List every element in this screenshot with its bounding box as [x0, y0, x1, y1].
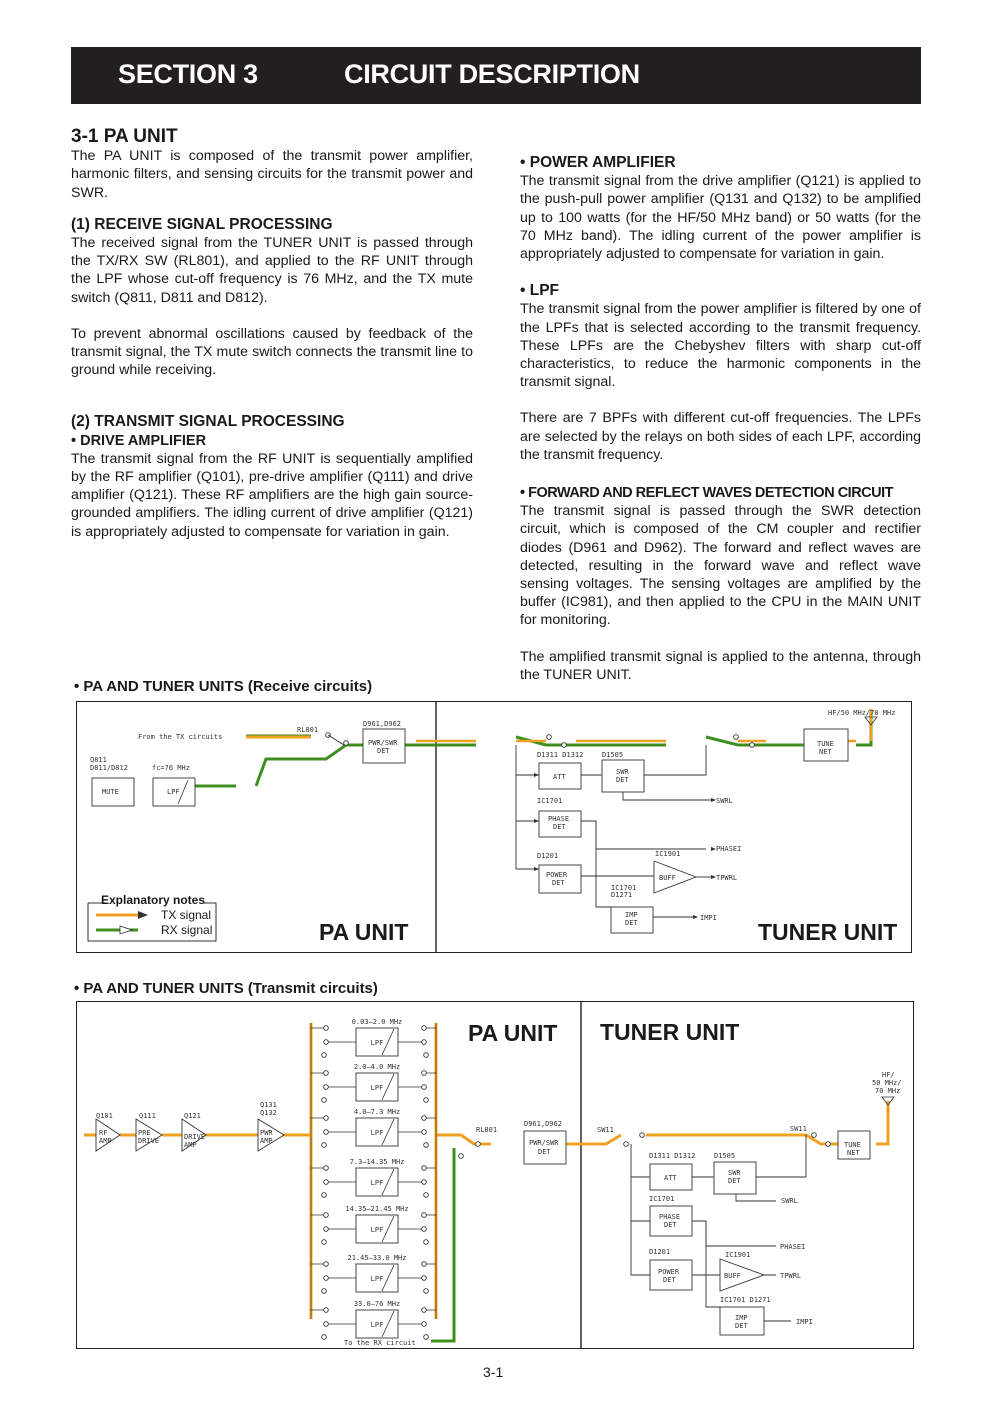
drive-amp-heading: • DRIVE AMPLIFIER [71, 432, 207, 449]
q132-label: Q132 [260, 1109, 277, 1117]
rf-label-2: AMP [99, 1137, 112, 1145]
tx-ant-label-1: HF/ [882, 1071, 895, 1079]
tx-d961-label: D961,D962 [524, 1120, 562, 1128]
phase-label-2: DET [553, 823, 566, 831]
pa-unit-intro: The PA UNIT is composed of the transmit power amplifier, harmonic filters, and sensing circuits for the transmit power and SWR. [71, 148, 473, 201]
tx-pa-unit-label: PA UNIT [468, 1020, 558, 1046]
sw11b-label: SW11 [790, 1125, 807, 1133]
tuner-unit-label: TUNER UNIT [758, 919, 898, 945]
lpf-filter-label: LPF [370, 1084, 384, 1092]
tx-ant-label-3: 70 MHz [875, 1087, 901, 1095]
page-number: 3-1 [483, 1364, 504, 1380]
pa-unit-heading: 3-1 PA UNIT [71, 126, 178, 147]
mute-label: MUTE [102, 788, 119, 796]
tx-phasei-label: PHASEI [780, 1243, 806, 1251]
fwd-reflect-paragraph-2: The amplified transmit signal is applied to the antenna, through the TUNER UNIT. [520, 648, 921, 683]
rx-diagram [76, 701, 912, 953]
tx-diagram [76, 1001, 914, 1349]
drv-label-1: DRIVE [184, 1133, 206, 1141]
tx-d1505-label: D1505 [714, 1152, 736, 1160]
imp-label-1: IMP [625, 911, 638, 919]
buff-label: BUFF [659, 874, 676, 882]
to-rx-label: To the RX circuit [344, 1339, 416, 1347]
lpf-filter-label: LPF [370, 1275, 384, 1283]
lpf-row [311, 1018, 436, 1057]
power-label-1: POWER [546, 871, 568, 879]
pwr-amp-label-2: AMP [260, 1137, 273, 1145]
legend-rx: RX signal [161, 923, 213, 937]
tx-det-label-2: DET [538, 1148, 551, 1156]
legend-tx: TX signal [161, 908, 212, 922]
tx-phase-label-1: PHASE [659, 1213, 681, 1221]
lpf-band-label: 14.35–21.45 MHz [345, 1205, 409, 1213]
ic1901-label: IC1901 [655, 850, 681, 858]
tx-ant-label-2: 50 MHz/ [872, 1079, 902, 1087]
lpf-bank [311, 1018, 436, 1339]
lpf-filter-label: LPF [370, 1039, 384, 1047]
lpf-label: LPF [167, 788, 180, 796]
lpf-heading: • LPF [520, 282, 560, 300]
tx-swr-label-2: DET [728, 1177, 741, 1185]
rx-diagram-title: • PA AND TUNER UNITS (Receive circuits) [74, 678, 373, 695]
lpf-band-label: 7.3–14.35 MHz [349, 1158, 405, 1166]
pwr-label-1: PWR/SWR [368, 739, 398, 747]
lpf-band-label: 33.0–76 MHz [353, 1300, 401, 1308]
lpf-band-label: 4.0–7.3 MHz [353, 1108, 401, 1116]
legend-title: Explanatory notes [101, 893, 206, 907]
q131-label: Q131 [260, 1101, 277, 1109]
pa-unit-label: PA UNIT [319, 919, 409, 945]
swrl-label: SWRL [716, 797, 733, 805]
lpf-band-label: 2.0–4.0 MHz [353, 1063, 401, 1071]
lpf-row [311, 1108, 436, 1147]
receive-heading: (1) RECEIVE SIGNAL PROCESSING [71, 215, 333, 233]
section-title: CIRCUIT DESCRIPTION [344, 59, 640, 89]
drv-label-2: AMP [184, 1141, 197, 1149]
pwr-label-2: DET [377, 747, 390, 755]
tx-swrl-label: SWRL [781, 1197, 798, 1205]
from-tx-label: From the TX circuits [138, 733, 223, 741]
fc-label: fc=76 MHz [152, 764, 190, 772]
ic1701-label: IC1701 [537, 797, 563, 805]
d1311-label: D1311 D1312 [537, 751, 584, 759]
tpwrl-label: TPWRL [716, 874, 738, 882]
power-amp-heading: • POWER AMPLIFIER [520, 154, 676, 171]
tx-swr-label-1: SWR [728, 1169, 741, 1177]
receive-paragraph-1: The received signal from the TUNER UNIT is passed through the TX/RX SW (RL801), and applied to the RF UNIT through the LPF whose cut-off frequency is 76 MHz, and the TX mute switch (Q811, D811 and D812). [71, 235, 473, 306]
section-header [71, 47, 921, 104]
tx-impi-label: IMPI [796, 1318, 813, 1326]
legend [88, 893, 216, 941]
lpf-band-label: 0.03–2.0 MHz [351, 1018, 403, 1026]
tx-buff-label: BUFF [724, 1272, 741, 1280]
lpf-row [311, 1063, 436, 1102]
d961-label: D961,D962 [363, 720, 401, 728]
lpf-row [311, 1205, 436, 1244]
tx-att-label: ATT [664, 1174, 677, 1182]
lpf-filter-label: LPF [370, 1179, 384, 1187]
tx-rl801-label: RL801 [476, 1126, 498, 1134]
q121-label: Q121 [184, 1112, 201, 1120]
tx-power-label-2: DET [663, 1276, 676, 1284]
tx-ic1701-label: IC1701 [649, 1195, 675, 1203]
tune-label-1: TUNE [817, 740, 834, 748]
power-amp-paragraph: The transmit signal from the drive amplifier (Q121) is applied to the push-pull power amplifier (Q131 and Q132) to be amplified up to 100 watts (for the HF/50 MHz band) or 50 watts (for the 70 MHz band). The idling current of the power amplifier is appropriately adjusted to compensate for variation in gain. [520, 173, 921, 263]
transmit-heading: (2) TRANSMIT SIGNAL PROCESSING [71, 413, 345, 431]
q811-label: Q811 [90, 756, 107, 764]
att-label: ATT [553, 773, 566, 781]
swr-label-2: DET [616, 776, 629, 784]
d811-label: D811/D812 [90, 764, 128, 772]
imp-label-2: DET [625, 919, 638, 927]
tx-det-label-1: PWR/SWR [529, 1139, 559, 1147]
power-label-2: DET [552, 879, 565, 887]
lpf-paragraph-1: The transmit signal from the power amplifier is filtered by one of the LPFs that is selected according to the transmit frequency. These LPFs are the Chebyshev filters with sharp cut-off characteristics, to reduce the harmonic components in the transmit signal. [520, 301, 921, 391]
swr-label-1: SWR [616, 768, 629, 776]
tx-d1201-label: D1201 [649, 1248, 671, 1256]
antenna-label: HF/50 MHz/70 MHz [828, 709, 896, 717]
tune-label-2: NET [819, 748, 832, 756]
pwr-amp-label-1: PWR [260, 1129, 273, 1137]
tx-diagram-title: • PA AND TUNER UNITS (Transmit circuits) [74, 980, 378, 997]
phase-label-1: PHASE [548, 815, 570, 823]
ic1701b-label: IC1701 [611, 884, 637, 892]
tx-imp-label-2: DET [735, 1322, 748, 1330]
pre-label-2: DRIVE [138, 1137, 160, 1145]
lpf-paragraph-2: There are 7 BPFs with different cut-off frequencies. The LPFs are selected by the relays on both sides of each LPF, according the transmit frequency. [520, 410, 921, 463]
d1201-label: D1201 [537, 852, 559, 860]
d1271-label: D1271 [611, 891, 633, 899]
lpf-row [311, 1300, 436, 1339]
q101-label: Q101 [96, 1112, 113, 1120]
sw11a-label: SW11 [597, 1126, 614, 1134]
lpf-filter-label: LPF [370, 1321, 384, 1329]
tx-tpwrl-label: TPWRL [780, 1272, 802, 1280]
tx-power-label-1: POWER [658, 1268, 680, 1276]
rl801-label: RL801 [297, 726, 319, 734]
d1505-label: D1505 [602, 751, 624, 759]
tx-ic1701b-label: IC1701 D1271 [720, 1296, 771, 1304]
fwd-reflect-heading: • FORWARD AND REFLECT WAVES DETECTION CIRCUIT [520, 485, 894, 502]
tx-ic1901-label: IC1901 [725, 1251, 751, 1259]
tx-tune-label-1: TUNE [844, 1141, 861, 1149]
tx-tuner-unit-label: TUNER UNIT [600, 1019, 740, 1045]
tx-phase-label-2: DET [664, 1221, 677, 1229]
right-column [520, 154, 921, 684]
rx-signal-path [166, 709, 871, 786]
drive-amp-paragraph: The transmit signal from the RF UNIT is sequentially amplified by the RF amplifier (Q101), pre-drive amplifier (Q111) and drive amplifier (Q121). These RF amplifiers are the high gain source-grounded amplifiers. The idling current of drive amplifier (Q121) is appropriately adjusted to compensate for variation in gain. [71, 450, 473, 540]
pre-label-1: PRE [138, 1129, 151, 1137]
lpf-filter-label: LPF [370, 1129, 384, 1137]
q111-label: Q111 [139, 1112, 156, 1120]
lpf-row [311, 1158, 436, 1197]
lpf-band-label: 21.45–33.0 MHz [347, 1254, 407, 1262]
tx-imp-label-1: IMP [735, 1314, 748, 1322]
impi-label: IMPI [700, 914, 717, 922]
left-column [71, 128, 473, 541]
lpf-filter-label: LPF [370, 1226, 384, 1234]
lpf-row [311, 1254, 436, 1293]
fwd-reflect-paragraph-1: The transmit signal is passed through the SWR detection circuit, which is composed of the CM coupler and rectifier diodes (D961 and D962). The forward and reflect waves are detected, resulting in the forward wave and reflect wave sensing voltages. The sensing voltages are amplified by the buffer (IC981), and then applied to the CPU in the MAIN UNIT for monitoring. [520, 503, 921, 629]
tx-d1311-label: D1311 D1312 [649, 1152, 696, 1160]
phasei-label: PHASEI [716, 845, 742, 853]
section-number: SECTION 3 [118, 59, 258, 89]
receive-paragraph-2: To prevent abnormal oscillations caused by feedback of the transmit signal, the TX mute switch connects the transmit line to ground while receiving. [71, 325, 473, 379]
rf-label-1: RF [99, 1129, 108, 1137]
tx-tune-label-2: NET [847, 1149, 860, 1157]
